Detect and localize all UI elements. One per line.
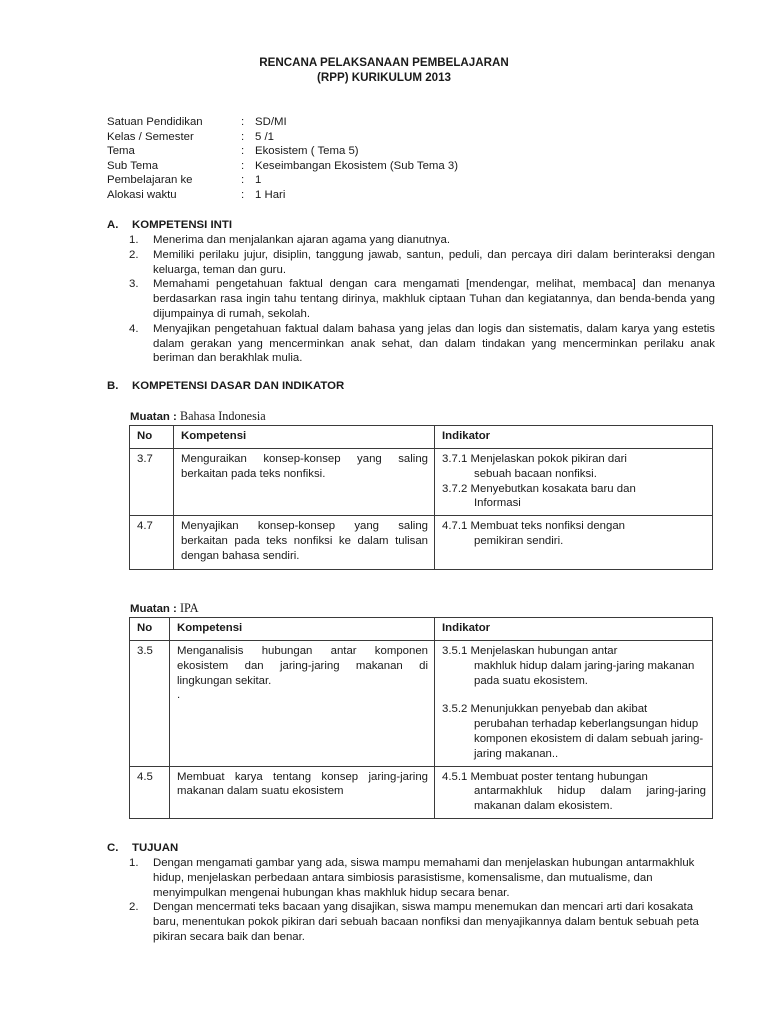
cell-indikator (435, 641, 713, 767)
identity-value: SD/MI (255, 116, 287, 128)
indikator-continuation: makhluk hidup dalam jaring-jaring makanan pada suatu ekosistem. (474, 659, 695, 687)
list-item (129, 856, 704, 900)
identity-block (107, 115, 458, 203)
cell-kompetensi (170, 641, 435, 767)
header-no: No (130, 618, 170, 641)
identity-label: Sub Tema (107, 159, 159, 172)
cell-indikator (435, 449, 713, 516)
identity-row (107, 159, 458, 174)
table-header-row (130, 426, 713, 449)
identity-value: Ekosistem ( Tema 5) (255, 145, 359, 158)
list-text: Memahami pengetahuan faktual dengan cara mengamati [mendengar, melihat, membaca] dan menanya berdasarkan rasa ingin tahu tentang dirinya, makhluk ciptaan Tuhan dan kegiatannya, dan benda-benda yang dijumpainya di rumah, sekolah. (153, 278, 715, 320)
muatan-label-bahasa (130, 409, 266, 424)
identity-label: Alokasi waktu (107, 188, 177, 201)
cell-indikator (435, 516, 713, 570)
muatan-value: Bahasa Indonesia (180, 409, 266, 423)
indikator-text: Menunjukkan penyebab dan akibat (470, 703, 648, 716)
list-text: Dengan mencermati teks bacaan yang disajikan, siswa mampu menemukan dan mencari arti dari kosakata baru, menentukan pokok pikiran dari sebuah bacaan nonfiksi dan menyajikannya dalam bentuk sebuah peta pikiran secara baik dan benar. (153, 901, 699, 943)
section-letter: B. (107, 380, 119, 392)
list-text: Menyajikan pengetahuan faktual dalam bahasa yang jelas dan logis dan sistematis, dalam karya yang estetis dalam gerakan yang mencerminkan anak sehat, dan dalam tindakan yang mencerminkan perilaku anak beriman dan berakhlak mulia. (153, 322, 715, 365)
list-text: Dengan mengamati gambar yang ada, siswa mampu memahami dan menjelaskan hubungan antarmakhluk hidup, menjelaskan perbedaan antara simbiosis parasistisme, komensalisme, dan mutualisme, dan menyimpulkan mengenai hubungan khas makhluk hidup secara benar. (153, 857, 695, 899)
section-title: TUJUAN (132, 842, 179, 854)
table-row (130, 641, 713, 767)
indikator-continuation: Informasi (474, 497, 521, 510)
identity-value: 1 Hari (255, 188, 286, 201)
list-number: 1. (129, 857, 139, 869)
header-kompetensi: Kompetensi (170, 618, 435, 641)
identity-row (107, 188, 458, 203)
indikator-code: 3.5.2 (442, 703, 468, 716)
list-number: 4. (129, 322, 139, 335)
header-no: No (130, 426, 174, 449)
document-title-line1: RENCANA PELAKSANAAN PEMBELAJARAN (259, 56, 509, 69)
list-item (129, 233, 715, 248)
identity-separator: : (241, 116, 245, 128)
identity-label: Kelas / Semester (107, 130, 194, 143)
identity-separator: : (241, 130, 245, 143)
muatan-value: IPA (180, 601, 199, 615)
identity-row (107, 115, 458, 130)
list-item (129, 277, 715, 321)
indikator-item (442, 644, 706, 688)
muatan-label: Muatan : (130, 603, 177, 615)
cell-indikator (435, 766, 713, 818)
identity-row (107, 144, 458, 159)
identity-separator: : (241, 174, 245, 187)
document-title-line2: (RPP) KURIKULUM 2013 (317, 71, 451, 84)
indikator-code: 3.5.1 (442, 645, 468, 657)
indikator-continuation: perubahan terhadap keberlangsungan hidup komponen ekosistem di dalam sebuah jaring-jaring makanan.. (474, 718, 704, 760)
cell-kompetensi: Menyajikan konsep-konsep yang saling berkaitan pada teks nonfiksi ke dalam tulisan dengan bahasa sendiri. (174, 516, 435, 570)
section-c-heading (107, 842, 178, 854)
cell-no: 4.5 (130, 766, 170, 818)
indikator-continuation: antarmakhluk hidup dalam jaring-jaring makanan dalam ekosistem. (474, 785, 706, 813)
kompetensi-extra: . (177, 689, 181, 702)
section-b-heading (107, 380, 344, 392)
section-a-heading (107, 219, 232, 231)
section-letter: A. (107, 219, 119, 231)
indikator-text: Membuat teks nonfiksi dengan (470, 520, 626, 533)
identity-separator: : (241, 159, 245, 172)
kd-table-bahasa-indonesia (129, 425, 713, 570)
section-title: KOMPETENSI INTI (132, 219, 232, 231)
table-row (130, 766, 713, 818)
identity-value: 1 (255, 174, 262, 187)
identity-value: Keseimbangan Ekosistem (Sub Tema 3) (255, 159, 459, 172)
cell-no: 3.7 (130, 449, 174, 516)
header-indikator: Indikator (435, 618, 713, 641)
kompetensi-inti-list (129, 233, 715, 366)
indikator-code: 3.7.2 (442, 482, 468, 495)
tujuan-list (129, 856, 704, 945)
kd-table-ipa (129, 617, 713, 819)
cell-no: 3.5 (130, 641, 170, 767)
indikator-code: 4.7.1 (442, 520, 468, 533)
list-number: 2. (129, 248, 139, 261)
indikator-text: Menjelaskan hubungan antar (470, 645, 618, 657)
indikator-continuation: sebuah bacaan nonfiksi. (474, 467, 597, 480)
identity-label: Tema (107, 145, 135, 158)
list-item (129, 900, 704, 944)
header-kompetensi: Kompetensi (174, 426, 435, 449)
indikator-item (442, 702, 706, 761)
list-text: Memiliki perilaku jujur, disiplin, tanggung jawab, santun, peduli, dan percaya diri dalam berinteraksi dengan keluarga, teman dan guru. (153, 248, 715, 276)
table-header-row (130, 618, 713, 641)
indikator-item (442, 452, 706, 482)
cell-no: 4.7 (130, 516, 174, 570)
indikator-item (442, 519, 706, 549)
table-row (130, 516, 713, 570)
indikator-text: Menyebutkan kosakata baru dan (470, 482, 636, 495)
indikator-item (442, 770, 706, 814)
cell-kompetensi: Membuat karya tentang konsep jaring-jaring makanan dalam suatu ekosistem (170, 766, 435, 818)
list-number: 2. (129, 901, 139, 914)
identity-separator: : (241, 145, 245, 158)
indikator-item (442, 482, 706, 512)
identity-row (107, 173, 458, 188)
indikator-code: 4.5.1 (442, 770, 468, 783)
identity-row (107, 130, 458, 145)
list-text: Menerima dan menjalankan ajaran agama yang dianutnya. (153, 234, 450, 246)
identity-label: Pembelajaran ke (107, 174, 193, 187)
identity-value: 5 /1 (255, 130, 274, 143)
table-row (130, 449, 713, 516)
list-number: 1. (129, 234, 139, 246)
list-number: 3. (129, 278, 139, 291)
muatan-label-ipa (130, 601, 199, 616)
indikator-continuation: pemikiran sendiri. (474, 534, 564, 547)
kompetensi-text: Menganalisis hubungan antar komponen ekosistem dan jaring-jaring makanan di lingkungan sekitar. (177, 645, 428, 687)
identity-label: Satuan Pendidikan (107, 116, 203, 128)
header-indikator: Indikator (435, 426, 713, 449)
list-item (129, 248, 715, 278)
muatan-label: Muatan : (130, 411, 177, 423)
indikator-text: Menjelaskan pokok pikiran dari (470, 453, 627, 465)
section-letter: C. (107, 842, 119, 854)
indikator-spacer (442, 688, 706, 702)
list-item (129, 322, 715, 366)
identity-separator: : (241, 188, 245, 201)
section-title: KOMPETENSI DASAR DAN INDIKATOR (132, 380, 345, 392)
cell-kompetensi: Menguraikan konsep-konsep yang saling berkaitan pada teks nonfiksi. (174, 449, 435, 516)
indikator-text: Membuat poster tentang hubungan (470, 770, 648, 783)
indikator-code: 3.7.1 (442, 453, 468, 465)
